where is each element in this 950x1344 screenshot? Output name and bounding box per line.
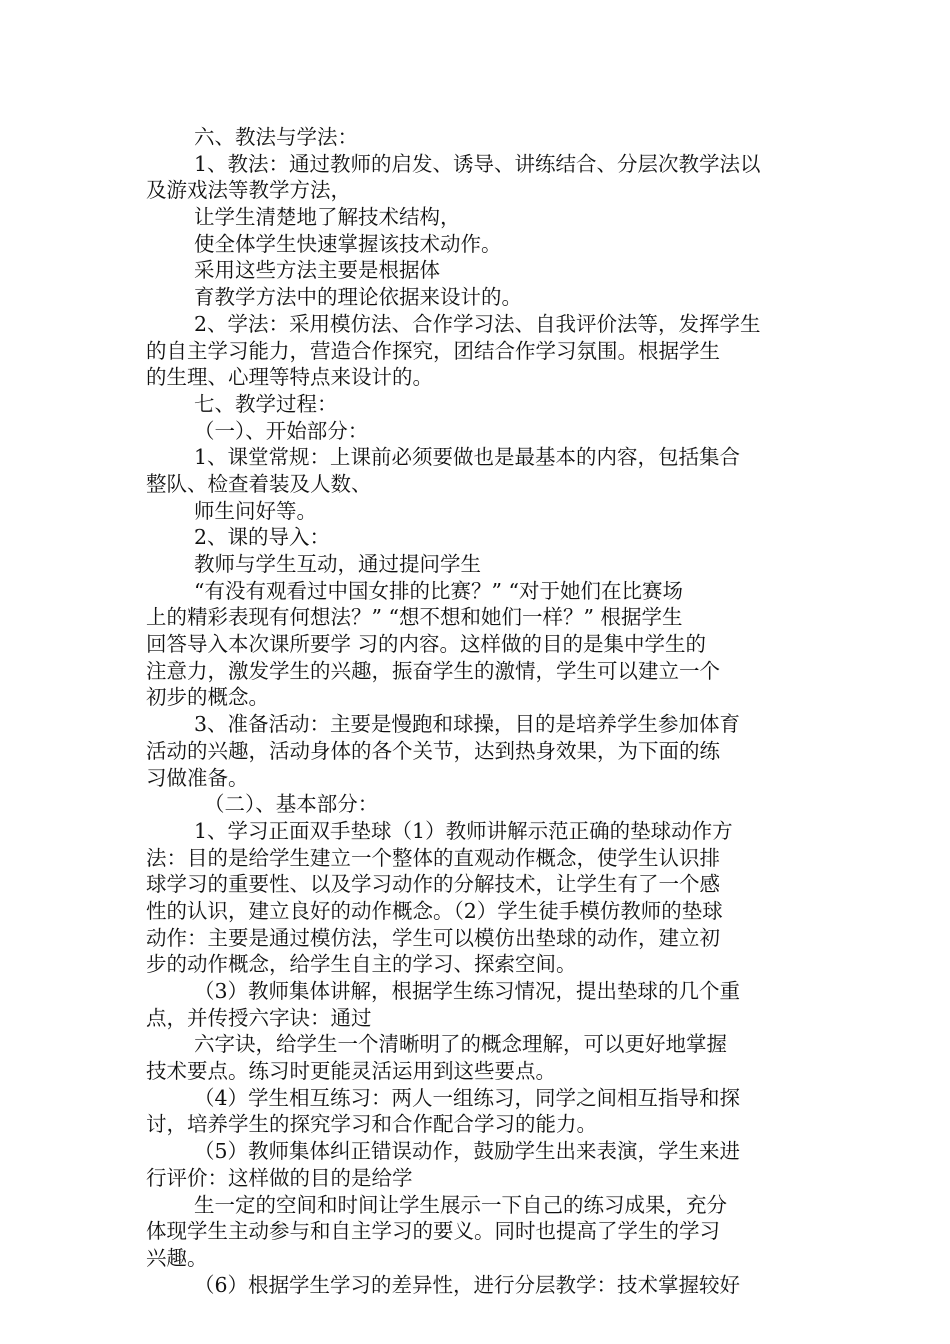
text-line: 七、教学过程： — [194, 391, 338, 416]
text-line: 3、准备活动：主要是慢跑和球操，目的是培养学生参加体育 — [194, 712, 741, 737]
document-body — [146, 124, 810, 1298]
text-line: 2、学法：采用模仿法、合作学习法、自我评价法等，发挥学生 — [194, 311, 761, 336]
text-line: 生一定的空间和时间让学生展示一下自己的练习成果，充分 — [194, 1192, 727, 1217]
text-line: 技术要点。练习时更能灵活运用到这些要点。 — [146, 1059, 556, 1084]
text-line: 育教学方法中的理论依据来设计的。 — [194, 285, 522, 310]
text-line: 1、课堂常规：上课前必须要做也是最基本的内容，包括集合 — [194, 445, 741, 470]
text-line: 教师与学生互动，通过提问学生 — [194, 552, 481, 576]
text-line: 初步的概念。 — [146, 685, 269, 710]
text-line: 球学习的重要性、以及学习动作的分解技术，让学生有了一个感 — [146, 872, 720, 897]
text-line: 师生问好等。 — [194, 498, 317, 523]
text-line: （6）根据学生学习的差异性，进行分层教学：技术掌握较好 — [194, 1272, 741, 1297]
text-line: （二）、基本部分： — [204, 792, 379, 817]
text-line: “有没有观看过中国女排的比赛？” “对于她们在比赛场 — [194, 578, 683, 603]
text-line: 讨，培养学生的探究学习和合作配合学习的能力。 — [146, 1112, 597, 1137]
text-line: 体现学生主动参与和自主学习的要义。同时也提高了学生的学习 — [146, 1219, 720, 1244]
text-line: 整队、检查着装及人数、 — [146, 471, 372, 496]
text-line: 回答导入本次课所要学 习的内容。这样做的目的是集中学生的 — [146, 632, 707, 657]
text-line: 1、学习正面双手垫球（1）教师讲解示范正确的垫球动作方 — [194, 818, 733, 843]
text-line: （3）教师集体讲解，根据学生练习情况，提出垫球的几个重 — [194, 979, 741, 1003]
text-line: 的自主学习能力，营造合作探究，团结合作学习氛围。根据学生 — [146, 338, 720, 363]
text-line: （5）教师集体纠正错误动作，鼓励学生出来表演，学生来进 — [194, 1139, 741, 1164]
text-line: 行评价：这样做的目的是给学 — [146, 1165, 413, 1190]
text-line: 注意力，激发学生的兴趣，振奋学生的激情，学生可以建立一个 — [146, 658, 720, 683]
text-line: 动作：主要是通过模仿法，学生可以模仿出垫球的动作，建立初 — [146, 925, 720, 950]
text-line: 性的认识，建立良好的动作概念。（2）学生徒手模仿教师的垫球 — [146, 898, 723, 923]
text-line: 让学生清楚地了解技术结构， — [194, 205, 461, 230]
text-line: 及游戏法等教学方法， — [146, 178, 351, 203]
text-line: 法：目的是给学生建立一个整体的直观动作概念，使学生认识排 — [146, 845, 720, 870]
text-line: 活动的兴趣，活动身体的各个关节，达到热身效果，为下面的练 — [146, 738, 720, 763]
text-line: 六、教法与学法： — [194, 125, 358, 149]
text-line: （4）学生相互练习：两人一组练习，同学之间相互指导和探 — [194, 1085, 741, 1110]
text-line: 六字诀，给学生一个清晰明了的概念理解，可以更好地掌握 — [194, 1032, 727, 1057]
text-line: 上的精彩表现有何想法？” “想不想和她们一样？” 根据学生 — [146, 605, 683, 630]
text-line: 1、教法：通过教师的启发、诱导、讲练结合、分层次教学法以 — [194, 151, 761, 176]
text-line: 点，并传授六字诀：通过 — [146, 1005, 372, 1030]
text-line: 的生理、心理等特点来设计的。 — [146, 365, 433, 390]
text-line: 步的动作概念，给学生自主的学习、探索空间。 — [146, 952, 577, 977]
text-line: （一）、开始部分： — [194, 418, 369, 443]
text-line: 兴趣。 — [146, 1245, 208, 1270]
text-line: 采用这些方法主要是根据体 — [194, 258, 440, 283]
text-line: 使全体学生快速掌握该技术动作。 — [194, 231, 502, 256]
text-line: 习做准备。 — [146, 765, 249, 790]
text-line: 2、课的导入： — [194, 525, 331, 550]
